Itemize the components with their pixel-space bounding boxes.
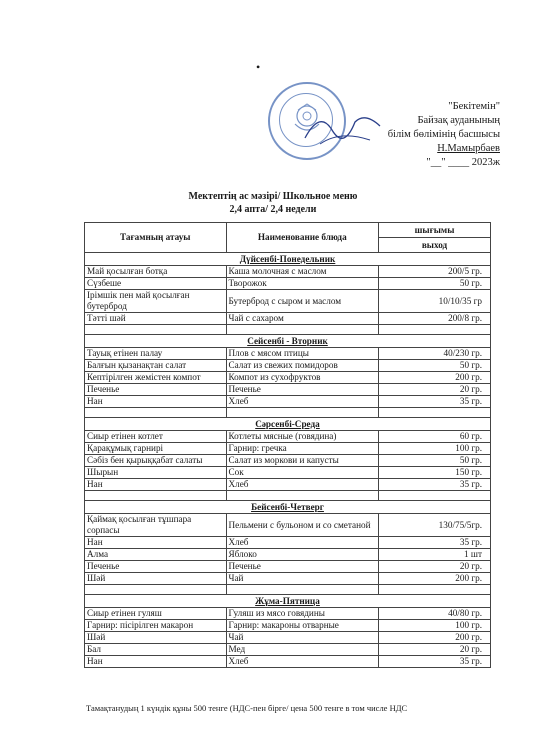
dish-name-ru: Печенье bbox=[226, 561, 379, 573]
dish-name-kz: Кептірілген жемістен компот bbox=[85, 372, 227, 384]
table-row bbox=[85, 620, 491, 632]
dish-name-kz: Нан bbox=[85, 537, 227, 549]
dish-portion: 35 гр. bbox=[379, 656, 491, 668]
table-row bbox=[85, 313, 491, 325]
table-row bbox=[85, 573, 491, 585]
day-name: Жұма-Пятница bbox=[85, 595, 491, 608]
dish-portion: 10/10/35 гр bbox=[379, 290, 491, 313]
dish-portion: 50 гр. bbox=[379, 360, 491, 372]
spacer-cell bbox=[379, 491, 491, 501]
col-header-ru: Наименование блюда bbox=[226, 223, 379, 253]
dish-name-ru: Чай bbox=[226, 632, 379, 644]
dish-name-ru: Чай с сахаром bbox=[226, 313, 379, 325]
day-header-row bbox=[85, 253, 491, 266]
spacer-cell bbox=[85, 325, 227, 335]
dish-portion: 35 гр. bbox=[379, 537, 491, 549]
dish-portion: 200 гр. bbox=[379, 372, 491, 384]
table-row bbox=[85, 266, 491, 278]
dish-portion: 200 гр. bbox=[379, 632, 491, 644]
day-header-row bbox=[85, 501, 491, 514]
dish-name-ru: Плов с мясом птицы bbox=[226, 348, 379, 360]
dish-name-kz: Печенье bbox=[85, 384, 227, 396]
dish-name-ru: Чай bbox=[226, 573, 379, 585]
dish-name-kz: Шәй bbox=[85, 573, 227, 585]
dish-name-ru: Гарнир: гречка bbox=[226, 443, 379, 455]
table-row bbox=[85, 656, 491, 668]
dish-portion: 40/230 гр. bbox=[379, 348, 491, 360]
table-row bbox=[85, 561, 491, 573]
table-row bbox=[85, 431, 491, 443]
menu-table bbox=[84, 222, 491, 668]
dish-name-kz: Қарақұмық гарнирі bbox=[85, 443, 227, 455]
table-row bbox=[85, 396, 491, 408]
day-name: Бейсенбі-Четверг bbox=[85, 501, 491, 514]
dish-name-ru: Бутерброд с сыром и маслом bbox=[226, 290, 379, 313]
spacer-cell bbox=[379, 325, 491, 335]
dish-name-ru: Печенье bbox=[226, 384, 379, 396]
table-row bbox=[85, 514, 491, 537]
dish-portion: 20 гр. bbox=[379, 384, 491, 396]
dish-portion: 130/75/5гр. bbox=[379, 514, 491, 537]
dish-name-kz: Сәбіз бен қырыққабат салаты bbox=[85, 455, 227, 467]
spacer-cell bbox=[226, 408, 379, 418]
dish-name-ru: Хлеб bbox=[226, 656, 379, 668]
dish-name-kz: Нан bbox=[85, 479, 227, 491]
day-header-row bbox=[85, 418, 491, 431]
dish-name-kz: Май қосылған ботқа bbox=[85, 266, 227, 278]
dish-portion: 1 шт bbox=[379, 549, 491, 561]
spacer-cell bbox=[226, 491, 379, 501]
spacer-cell bbox=[379, 585, 491, 595]
dish-portion: 100 гр. bbox=[379, 620, 491, 632]
table-row bbox=[85, 372, 491, 384]
dish-portion: 150 гр. bbox=[379, 467, 491, 479]
dish-portion: 40/80 гр. bbox=[379, 608, 491, 620]
dish-name-ru: Гарнир: макароны отварные bbox=[226, 620, 379, 632]
table-row bbox=[85, 360, 491, 372]
approval-line2: білім бөлімінің басшысы bbox=[387, 129, 500, 140]
dish-name-ru: Котлеты мясные (говядина) bbox=[226, 431, 379, 443]
dish-name-kz: Сиыр етінен гуляш bbox=[85, 608, 227, 620]
dish-portion: 50 гр. bbox=[379, 278, 491, 290]
dish-portion: 100 гр. bbox=[379, 443, 491, 455]
dish-name-kz: Нан bbox=[85, 396, 227, 408]
table-row bbox=[85, 278, 491, 290]
dish-name-ru: Гуляш из мясо говядины bbox=[226, 608, 379, 620]
table-row bbox=[85, 549, 491, 561]
table-row bbox=[85, 443, 491, 455]
dish-name-kz: Сүзбеше bbox=[85, 278, 227, 290]
approval-title: "Бекітемін" bbox=[448, 101, 500, 112]
approval-date: "__" ____ 2023ж bbox=[426, 157, 500, 168]
spacer-cell bbox=[226, 325, 379, 335]
dish-name-ru: Компот из сухофруктов bbox=[226, 372, 379, 384]
dish-name-ru: Салат из свежих помидоров bbox=[226, 360, 379, 372]
dish-portion: 35 гр. bbox=[379, 479, 491, 491]
dish-name-ru: Хлеб bbox=[226, 537, 379, 549]
dish-portion: 20 гр. bbox=[379, 644, 491, 656]
dish-name-kz: Шырын bbox=[85, 467, 227, 479]
table-row bbox=[85, 455, 491, 467]
approval-line1: Байзақ ауданының bbox=[417, 115, 500, 126]
dish-name-ru: Пельмени с бульоном и со сметаной bbox=[226, 514, 379, 537]
dish-name-kz: Алма bbox=[85, 549, 227, 561]
table-row bbox=[85, 479, 491, 491]
spacer-row bbox=[85, 491, 491, 501]
spacer-row bbox=[85, 325, 491, 335]
table-row bbox=[85, 537, 491, 549]
dish-name-ru: Яблоко bbox=[226, 549, 379, 561]
dish-name-kz: Тәтті шәй bbox=[85, 313, 227, 325]
table-row bbox=[85, 384, 491, 396]
dish-name-ru: Хлеб bbox=[226, 479, 379, 491]
dish-name-kz: Шәй bbox=[85, 632, 227, 644]
spacer-cell bbox=[226, 585, 379, 595]
dish-portion: 50 гр. bbox=[379, 455, 491, 467]
day-header-row bbox=[85, 595, 491, 608]
dish-name-ru: Мед bbox=[226, 644, 379, 656]
table-row bbox=[85, 348, 491, 360]
table-row bbox=[85, 644, 491, 656]
dish-portion: 35 гр. bbox=[379, 396, 491, 408]
document-title bbox=[0, 190, 546, 216]
col-header-out-ru: выход bbox=[379, 238, 491, 253]
table-row bbox=[85, 632, 491, 644]
spacer-cell bbox=[85, 585, 227, 595]
table-row bbox=[85, 608, 491, 620]
spacer-row bbox=[85, 408, 491, 418]
dish-name-kz: Нан bbox=[85, 656, 227, 668]
col-header-kz: Тағамның атауы bbox=[85, 223, 227, 253]
dish-name-kz: Бал bbox=[85, 644, 227, 656]
footer-note: Тамақтанудың 1 күндік құны 500 тенге (НДС-пен бірге/ цена 500 тенге в том числе НДС bbox=[86, 703, 408, 713]
col-header-out-kz: шығымы bbox=[379, 223, 491, 238]
approval-name: Н.Мамырбаев bbox=[437, 143, 500, 154]
dish-portion: 60 гр. bbox=[379, 431, 491, 443]
dish-name-kz: Печенье bbox=[85, 561, 227, 573]
spacer-row bbox=[85, 585, 491, 595]
spacer-cell bbox=[379, 408, 491, 418]
stray-dot: • bbox=[256, 60, 261, 74]
dish-name-ru: Хлеб bbox=[226, 396, 379, 408]
dish-portion: 200/5 гр. bbox=[379, 266, 491, 278]
day-name: Сейсенбі - Вторник bbox=[85, 335, 491, 348]
dish-name-kz: Сиыр етінен котлет bbox=[85, 431, 227, 443]
dish-name-kz: Гарнир: пісірілген макарон bbox=[85, 620, 227, 632]
spacer-cell bbox=[85, 408, 227, 418]
dish-name-ru: Сок bbox=[226, 467, 379, 479]
dish-name-kz: Балғын қызанақтан салат bbox=[85, 360, 227, 372]
day-header-row bbox=[85, 335, 491, 348]
approval-block bbox=[338, 100, 500, 170]
spacer-cell bbox=[85, 491, 227, 501]
table-row bbox=[85, 290, 491, 313]
table-row bbox=[85, 467, 491, 479]
week-label: 2,4 апта/ 2,4 недели bbox=[229, 204, 317, 215]
day-name: Сәрсенбі-Среда bbox=[85, 418, 491, 431]
dish-portion: 200/8 гр. bbox=[379, 313, 491, 325]
dish-name-ru: Каша молочная с маслом bbox=[226, 266, 379, 278]
dish-name-kz: Қаймақ қосылған тұшпара сорпасы bbox=[85, 514, 227, 537]
dish-name-ru: Салат из моркови и капусты bbox=[226, 455, 379, 467]
dish-name-kz: Тауық етінен палау bbox=[85, 348, 227, 360]
table-header-row bbox=[85, 223, 491, 238]
dish-portion: 200 гр. bbox=[379, 573, 491, 585]
dish-name-kz: Ірімшік пен май қосылған бутерброд bbox=[85, 290, 227, 313]
dish-name-ru: Творожок bbox=[226, 278, 379, 290]
dish-portion: 20 гр. bbox=[379, 561, 491, 573]
menu-title: Мектептің ас мәзірі/ Школьное меню bbox=[188, 191, 358, 202]
day-name: Дүйсенбі-Понедельник bbox=[85, 253, 491, 266]
